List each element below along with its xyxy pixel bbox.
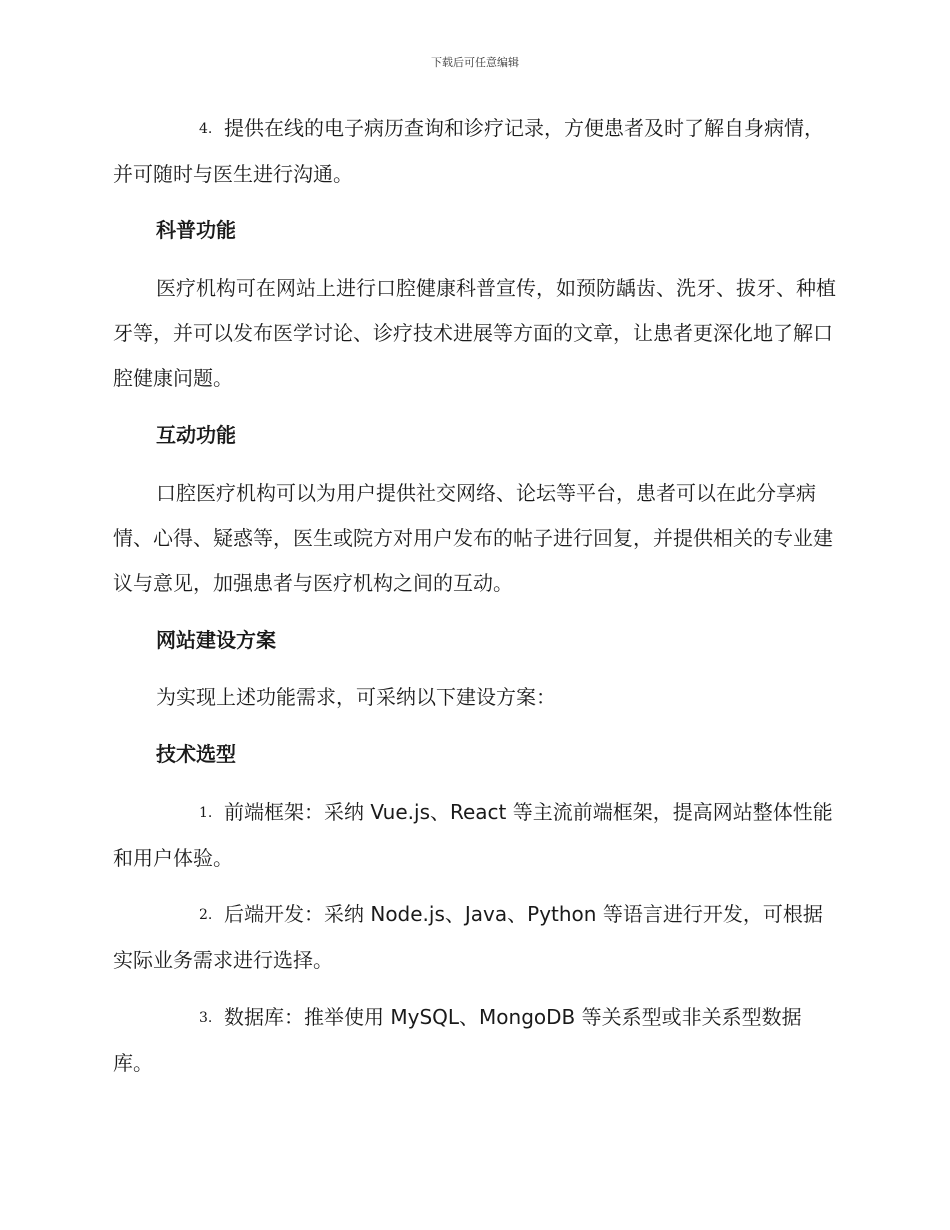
- section-heading-interaction: 互动功能: [156, 423, 236, 447]
- list-number: 2.: [199, 907, 213, 923]
- list-item-3: [113, 995, 839, 1086]
- section-heading-plan: 网站建设方案: [156, 628, 276, 652]
- list-number: 4.: [199, 121, 213, 137]
- list-item-1: [113, 790, 839, 881]
- paragraph-science: 医疗机构可在网站上进行口腔健康科普宣传，如预防龋齿、洗牙、拔牙、种植牙等，并可以发布医学讨论、诊疗技术进展等方面的文章，让患者更深化地了解口腔健康问题。: [113, 276, 836, 390]
- list-item-4: [113, 106, 839, 197]
- paragraph-interaction: 口腔医疗机构可以为用户提供社交网络、论坛等平台，患者可以在此分享病情、心得、疑惑等，医生或院方对用户发布的帖子进行回复，并提供相关的专业建议与意见，加强患者与医疗机构之间的互动。: [113, 481, 833, 595]
- paragraph-plan: 为实现上述功能需求，可采纳以下建设方案：: [156, 685, 556, 709]
- section-heading-science: 科普功能: [156, 218, 236, 242]
- list-item-text: 数据库：推举使用 MySQL、MongoDB 等关系型或非关系型数据库。: [113, 1005, 802, 1075]
- list-item-text: 前端框架：采纳 Vue.js、React 等主流前端框架，提高网站整体性能和用户体验。: [113, 800, 833, 870]
- page-header: 下载后可任意编辑: [431, 56, 519, 69]
- list-item-text: 后端开发：采纳 Node.js、Java、Python 等语言进行开发，可根据实际业务需求进行选择。: [113, 902, 823, 972]
- list-number: 3.: [199, 1010, 213, 1026]
- section-heading-tech: 技术选型: [156, 742, 236, 766]
- list-item-2: [113, 892, 839, 983]
- list-item-text: 提供在线的电子病历查询和诊疗记录，方便患者及时了解自身病情，并可随时与医生进行沟通。: [113, 116, 824, 186]
- list-number: 1.: [199, 805, 213, 821]
